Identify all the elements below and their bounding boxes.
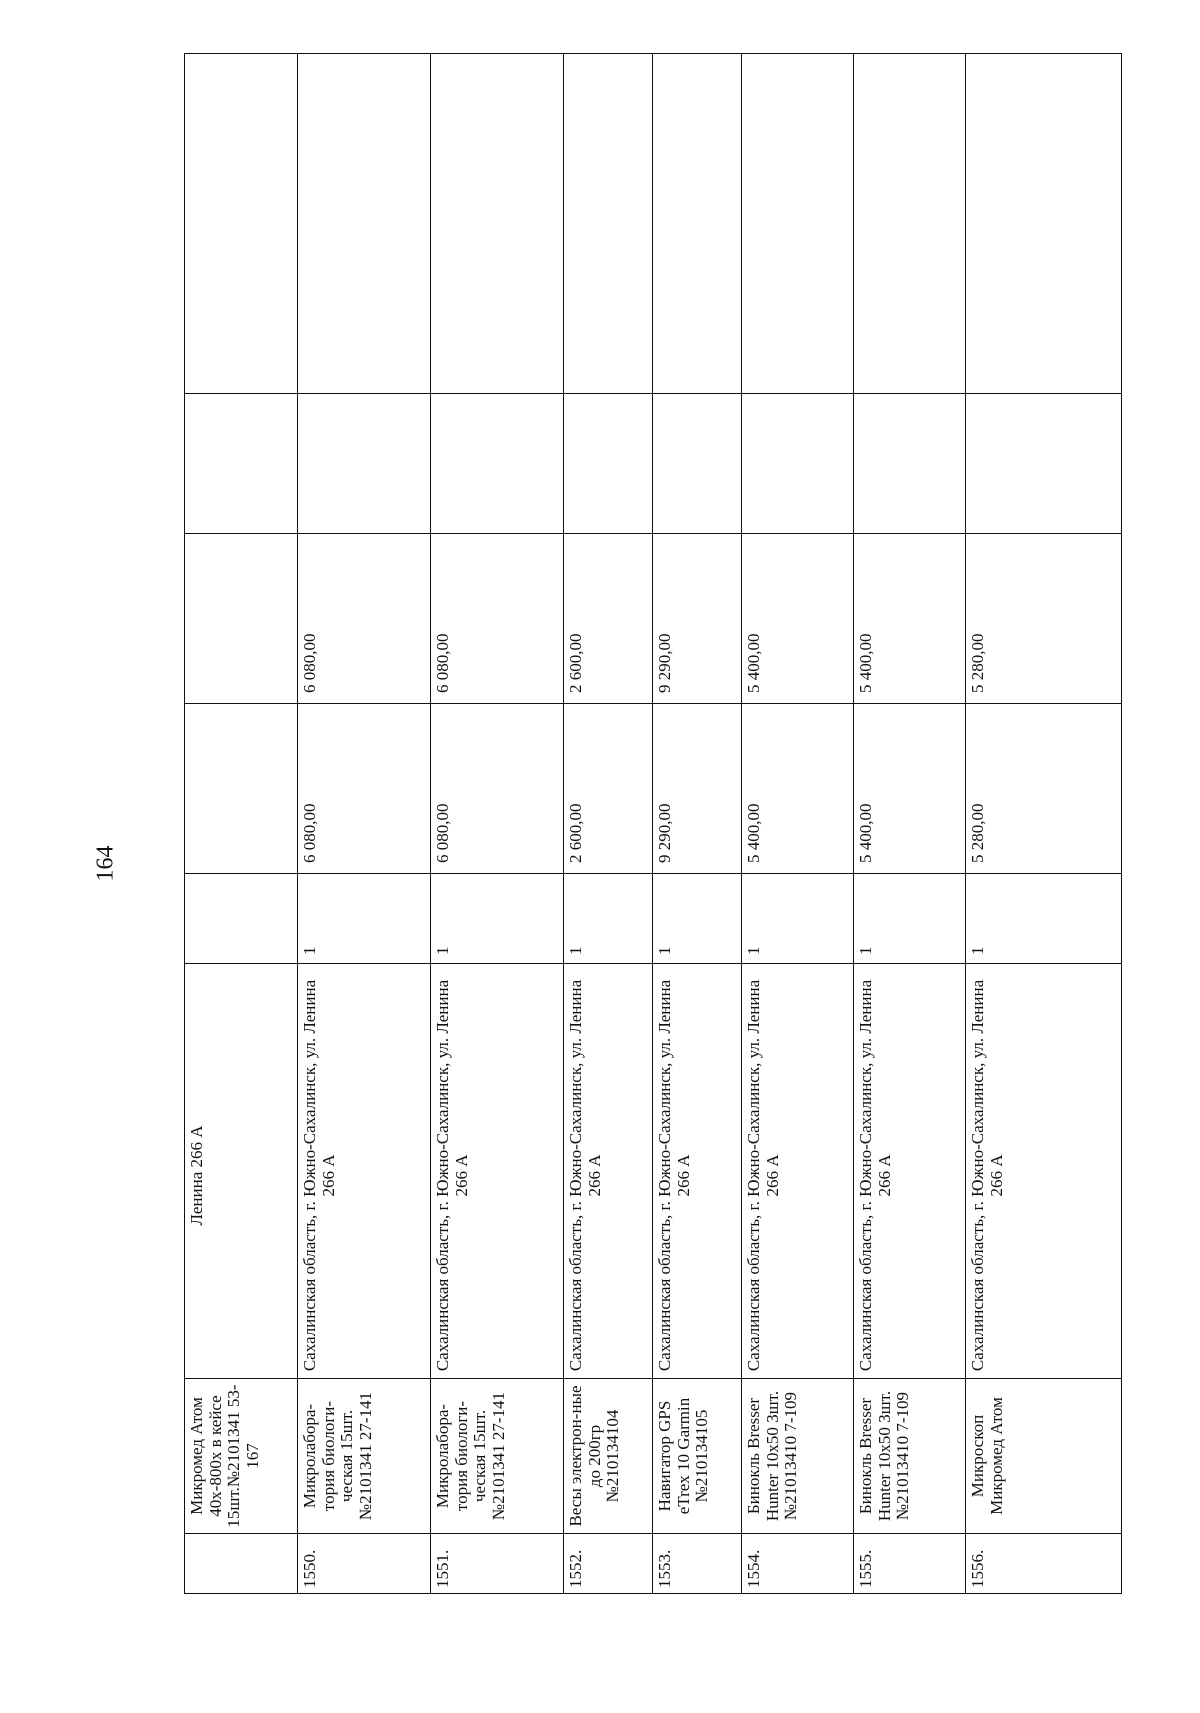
total-cell: 6 080,00 <box>298 534 431 704</box>
row-number-cell: 1551. <box>431 1534 564 1594</box>
quantity-cell: 1 <box>431 874 564 964</box>
empty-cell <box>185 394 298 534</box>
item-name-cell: Микроскоп Микромед Атом <box>966 1379 1122 1534</box>
quantity-cell: 1 <box>966 874 1122 964</box>
empty-cell <box>564 54 653 394</box>
quantity-cell: 1 <box>653 874 742 964</box>
table-row <box>966 54 1122 1594</box>
empty-cell <box>653 54 742 394</box>
row-number-cell: 1556. <box>966 1534 1122 1594</box>
empty-cell <box>854 394 966 534</box>
inventory-table-body <box>185 54 1122 1594</box>
item-name-cell: Весы электрон-ные до 200гр №210134104 <box>564 1379 653 1534</box>
row-number-cell: 1550. <box>298 1534 431 1594</box>
total-cell: 5 280,00 <box>966 534 1122 704</box>
empty-cell <box>298 394 431 534</box>
item-name-cell: Микромед Атом 40x-800x в кейсе 15шт.№2101341 53-167 <box>185 1379 298 1534</box>
empty-cell <box>653 394 742 534</box>
empty-cell <box>966 54 1122 394</box>
empty-cell <box>742 394 854 534</box>
empty-cell <box>431 54 564 394</box>
table-row <box>653 54 742 1594</box>
address-cell: Сахалинская область, г. Южно-Сахалинск, ул. Ленина 266 А <box>966 964 1122 1379</box>
price-cell: 2 600,00 <box>564 704 653 874</box>
price-cell <box>185 704 298 874</box>
total-cell: 6 080,00 <box>431 534 564 704</box>
inventory-table-frame <box>184 54 1121 1594</box>
price-cell: 5 400,00 <box>742 704 854 874</box>
quantity-cell <box>185 874 298 964</box>
empty-cell <box>431 394 564 534</box>
total-cell: 2 600,00 <box>564 534 653 704</box>
table-row <box>564 54 653 1594</box>
price-cell: 5 280,00 <box>966 704 1122 874</box>
row-number-cell: 1555. <box>854 1534 966 1594</box>
address-cell: Сахалинская область, г. Южно-Сахалинск, ул. Ленина 266 А <box>564 964 653 1379</box>
address-cell: Сахалинская область, г. Южно-Сахалинск, ул. Ленина 266 А <box>431 964 564 1379</box>
row-number-cell: 1552. <box>564 1534 653 1594</box>
address-cell: Сахалинская область, г. Южно-Сахалинск, ул. Ленина 266 А <box>298 964 431 1379</box>
empty-cell <box>564 394 653 534</box>
item-name-cell: Микролабора-тория биологи-ческая 15шт.№2101341 27-141 <box>431 1379 564 1534</box>
page-number: 164 <box>92 845 119 882</box>
table-row <box>431 54 564 1594</box>
row-number-cell <box>185 1534 298 1594</box>
empty-cell <box>185 54 298 394</box>
quantity-cell: 1 <box>854 874 966 964</box>
address-cell: Сахалинская область, г. Южно-Сахалинск, ул. Ленина 266 А <box>653 964 742 1379</box>
quantity-cell: 1 <box>742 874 854 964</box>
item-name-cell: Бинокль Bresser Hunter 10x50 3шт.№21013410 7-109 <box>854 1379 966 1534</box>
total-cell: 5 400,00 <box>854 534 966 704</box>
price-cell: 6 080,00 <box>298 704 431 874</box>
total-cell: 5 400,00 <box>742 534 854 704</box>
price-cell: 5 400,00 <box>854 704 966 874</box>
address-cell: Сахалинская область, г. Южно-Сахалинск, ул. Ленина 266 А <box>854 964 966 1379</box>
item-name-cell: Бинокль Bresser Hunter 10x50 3шт.№21013410 7-109 <box>742 1379 854 1534</box>
table-row <box>854 54 966 1594</box>
table-row <box>742 54 854 1594</box>
price-cell: 9 290,00 <box>653 704 742 874</box>
empty-cell <box>298 54 431 394</box>
row-number-cell: 1553. <box>653 1534 742 1594</box>
quantity-cell: 1 <box>564 874 653 964</box>
empty-cell <box>966 394 1122 534</box>
empty-cell <box>742 54 854 394</box>
item-name-cell: Микролабора-тория биологи-ческая 15шт.№2101341 27-141 <box>298 1379 431 1534</box>
address-cell: Сахалинская область, г. Южно-Сахалинск, ул. Ленина 266 А <box>742 964 854 1379</box>
empty-cell <box>854 54 966 394</box>
table-row <box>298 54 431 1594</box>
price-cell: 6 080,00 <box>431 704 564 874</box>
address-cell: Ленина 266 А <box>185 964 298 1379</box>
item-name-cell: Навигатор GPS eTrex 10 Garmin №210134105 <box>653 1379 742 1534</box>
total-cell <box>185 534 298 704</box>
total-cell: 9 290,00 <box>653 534 742 704</box>
table-row <box>185 54 298 1594</box>
row-number-cell: 1554. <box>742 1534 854 1594</box>
inventory-table <box>184 53 1122 1594</box>
quantity-cell: 1 <box>298 874 431 964</box>
